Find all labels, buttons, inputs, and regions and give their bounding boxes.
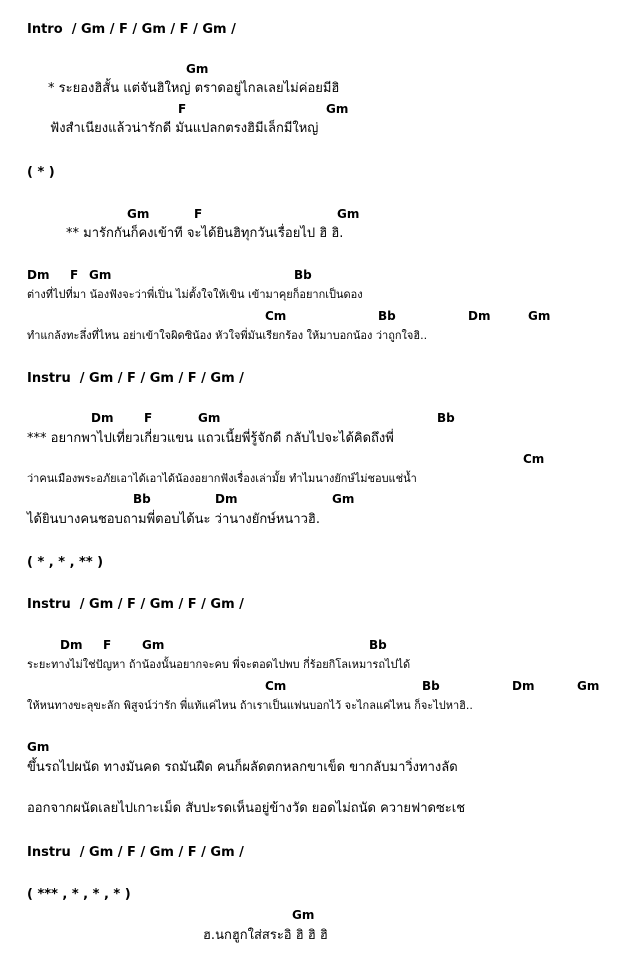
chord: Gm	[127, 207, 150, 221]
chord: Cm	[265, 679, 287, 693]
lyric-line: ขึ้นรถไปผนัด ทางมันคด รถมันฝืด คนก็ผลัดตกหลกขาเข็ด ขากลับมาวิ่งทางลัด	[27, 760, 458, 775]
chord: Gm	[326, 102, 349, 116]
lyric-line: ได้ยินบางคนชอบถามพี่ตอบได้นะ ว่านางยักษ์หนาวฮิ.	[27, 512, 320, 527]
chord: Gm	[198, 411, 221, 425]
chord: F	[194, 207, 203, 221]
chord: Dm	[215, 492, 238, 506]
lyric-line: ระยะทางไม่ใช่ปัญหา ถ้าน้องนั้นอยากจะคบ พี่จะตอดไปพบ กี่ร้อยกิโลเหมารถไปได้	[27, 658, 411, 671]
chord: Gm	[186, 62, 209, 76]
chord: Gm	[528, 309, 551, 323]
chord: Dm	[91, 411, 114, 425]
chord: F	[70, 268, 79, 282]
chord: F	[178, 102, 187, 116]
lyric-line: *** อยากพาไปเที่ยวเกี่ยวแขน แถวเนี้ยพี่รู้จักดี กลับไปจะได้คิดถึงพี่	[27, 431, 394, 446]
lyric-line: ฮ.นกฮูกใส่สระอิ ฮิ ฮิ ฮิ	[203, 928, 328, 943]
lyric-line: ทำแกล้งทะลึ่งที่ไหน อย่าเข้าใจผิดซิน้อง หัวใจพี่มันเรียกร้อง ให้มาบอกน้อง ว่าถูกใจฮิ..	[27, 329, 428, 342]
lyric-line: * ระยองฮิสั้น แต่จันฮิใหญ่ ตราดอยู่ไกลเลยไม่ค่อยมีฮิ	[48, 81, 340, 96]
chord: Cm	[523, 452, 545, 466]
chord: Cm	[265, 309, 287, 323]
lyric-line: ว่าคนเมืองพระอภัยเอาได้เอาได้น้องอยากฟังเรื่องเล่ามั้ย ทำไมนางยักษ์ไม่ชอบแช่น้ำ	[27, 472, 417, 485]
lyric-line: ให้หนทางขะลุขะลัก พิสูจน์ว่ารัก พี่แท้แค่ไหน ถ้าเราเป็นแฟนบอกไว้ จะไกลแค่ไหน ก็จะไปหาฮิ..	[27, 699, 473, 712]
repeat-marker: ( *** , * , * , * )	[27, 887, 131, 902]
chord: Bb	[378, 309, 396, 323]
lyric-line: ** มารักกันก็คงเข้าที จะได้ยินฮิทุกวันเรื่อยไป ฮิ ฮิ.	[66, 226, 344, 241]
chord: Dm	[60, 638, 83, 652]
instrumental-line: Instru / Gm / F / Gm / F / Gm /	[27, 371, 244, 386]
intro-line: Intro / Gm / F / Gm / F / Gm /	[27, 22, 236, 37]
instrumental-line: Instru / Gm / F / Gm / F / Gm /	[27, 845, 244, 860]
chord: Bb	[369, 638, 387, 652]
repeat-marker: ( * , * , ** )	[27, 555, 104, 570]
chord: Dm	[512, 679, 535, 693]
lyric-line: ฟังสำเนียงแล้วน่ารักดี มันแปลกตรงฮิมีเล็กมีใหญ่	[50, 121, 319, 136]
repeat-marker: ( * )	[27, 165, 55, 180]
chord: F	[144, 411, 153, 425]
chord: Gm	[337, 207, 360, 221]
chord: Gm	[577, 679, 600, 693]
chord: Bb	[294, 268, 312, 282]
lyric-line: ต่างที่ไปที่มา น้องฟังจะว่าพี่เปิ่น ไม่ตั้งใจให้เขิน เข้ามาคุยก็อยากเป็นดอง	[27, 288, 363, 301]
lyric-line: ออกจากผนัดเลยไปเกาะเม็ด สับปะรดเห็นอยู่ข้างวัด ยอดไม่ถนัด ควายฟาดซะเช	[27, 801, 466, 816]
chord: Gm	[27, 740, 50, 754]
chord: Gm	[142, 638, 165, 652]
chord: F	[103, 638, 112, 652]
chord: Gm	[292, 908, 315, 922]
instrumental-line: Instru / Gm / F / Gm / F / Gm /	[27, 597, 244, 612]
chord: Bb	[422, 679, 440, 693]
chord: Dm	[468, 309, 491, 323]
chord: Gm	[332, 492, 355, 506]
chord: Gm	[89, 268, 112, 282]
chord: Bb	[133, 492, 151, 506]
chord: Bb	[437, 411, 455, 425]
chord: Dm	[27, 268, 50, 282]
